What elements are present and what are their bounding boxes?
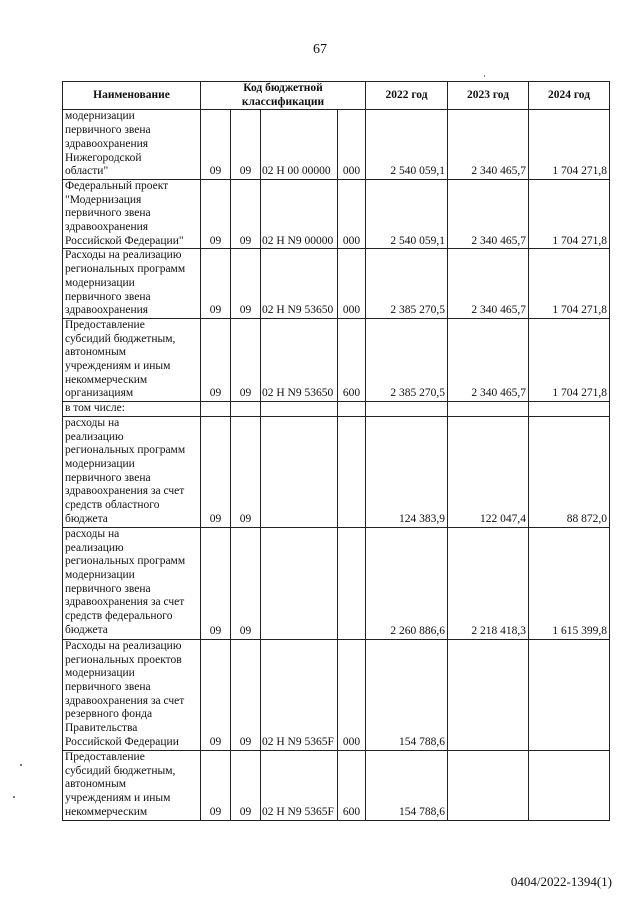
row-amount-2024 — [529, 750, 610, 820]
table-row — [63, 179, 610, 249]
row-expense-type-code: 000 — [338, 639, 366, 750]
row-amount-2023 — [448, 750, 529, 820]
row-target-article-code: 02 Н N9 53650 — [261, 249, 338, 319]
row-amount-2024: 1 615 399,8 — [529, 527, 610, 639]
row-subsection-code: 09 — [231, 318, 261, 401]
row-subsection-code: 09 — [231, 750, 261, 820]
row-amount-2024 — [529, 402, 610, 417]
row-name: расходы на реализацию региональных программ модернизации первичного звена здравоохранения за счет средств федерального бюджета — [63, 527, 201, 639]
row-amount-2023: 2 218 418,3 — [448, 527, 529, 639]
header-2023: 2023 год — [448, 82, 529, 110]
row-amount-2022: 2 385 270,5 — [366, 318, 448, 401]
page-number: 67 — [313, 42, 327, 57]
row-subsection-code: 09 — [231, 110, 261, 180]
row-target-article-code: 02 Н N9 53650 — [261, 318, 338, 401]
row-expense-type-code — [338, 402, 366, 417]
budget-table — [62, 81, 610, 821]
table-row — [63, 402, 610, 417]
scan-speck — [13, 796, 15, 798]
row-name: Расходы на реализацию региональных проектов модернизации первичного звена здравоохранения за счет резервного фонда Правительства Российской Федерации — [63, 639, 201, 750]
row-target-article-code — [261, 402, 338, 417]
row-amount-2022: 2 260 886,6 — [366, 527, 448, 639]
table-row — [63, 318, 610, 401]
row-section-code: 09 — [201, 639, 231, 750]
header-2024: 2024 год — [529, 82, 610, 110]
table-row — [63, 110, 610, 180]
table-body — [63, 110, 610, 820]
row-section-code: 09 — [201, 750, 231, 820]
table-row — [63, 750, 610, 820]
row-amount-2023: 2 340 465,7 — [448, 318, 529, 401]
row-amount-2022: 2 540 059,1 — [366, 179, 448, 249]
table-header-row — [63, 82, 610, 110]
row-target-article-code: 02 Н N9 5365F — [261, 750, 338, 820]
row-target-article-code — [261, 416, 338, 527]
row-name: Расходы на реализацию региональных программ модернизации первичного звена здравоохранения — [63, 249, 201, 319]
header-name: Наименование — [63, 82, 201, 110]
row-amount-2023 — [448, 402, 529, 417]
row-amount-2024: 1 704 271,8 — [529, 249, 610, 319]
table-row — [63, 639, 610, 750]
row-amount-2024: 1 704 271,8 — [529, 179, 610, 249]
table-row — [63, 416, 610, 527]
row-subsection-code: 09 — [231, 416, 261, 527]
row-section-code: 09 — [201, 318, 231, 401]
row-name: Предоставление субсидий бюджетным, автономным учреждениям и иным некоммерческим — [63, 750, 201, 820]
scan-speck — [484, 75, 485, 77]
row-amount-2024: 88 872,0 — [529, 416, 610, 527]
row-amount-2022: 154 788,6 — [366, 750, 448, 820]
header-code: Код бюджетной классификации — [201, 82, 366, 110]
row-section-code: 09 — [201, 416, 231, 527]
row-name: модернизации первичного звена здравоохранения Нижегородской области" — [63, 110, 201, 180]
row-subsection-code: 09 — [231, 179, 261, 249]
row-target-article-code: 02 Н N9 00000 — [261, 179, 338, 249]
scan-speck — [20, 764, 22, 766]
row-amount-2022: 154 788,6 — [366, 639, 448, 750]
row-section-code: 09 — [201, 249, 231, 319]
row-amount-2023 — [448, 639, 529, 750]
row-name: в том числе: — [63, 402, 201, 417]
header-2022: 2022 год — [366, 82, 448, 110]
row-target-article-code: 02 Н 00 00000 — [261, 110, 338, 180]
row-amount-2023: 122 047,4 — [448, 416, 529, 527]
row-amount-2022 — [366, 402, 448, 417]
row-amount-2023: 2 340 465,7 — [448, 179, 529, 249]
table-row — [63, 249, 610, 319]
row-target-article-code: 02 Н N9 5365F — [261, 639, 338, 750]
row-expense-type-code: 000 — [338, 179, 366, 249]
document-number: 0404/2022-1394(1) — [510, 874, 612, 889]
row-amount-2024: 1 704 271,8 — [529, 110, 610, 180]
row-amount-2024 — [529, 639, 610, 750]
row-expense-type-code: 600 — [338, 318, 366, 401]
row-subsection-code — [231, 402, 261, 417]
row-name: Федеральный проект "Модернизация первичного звена здравоохранения Российской Федерации" — [63, 179, 201, 249]
row-name: расходы на реализацию региональных программ модернизации первичного звена здравоохранения за счет средств областного бюджета — [63, 416, 201, 527]
row-expense-type-code — [338, 416, 366, 527]
row-expense-type-code: 600 — [338, 750, 366, 820]
row-section-code — [201, 402, 231, 417]
table-row — [63, 527, 610, 639]
row-amount-2023: 2 340 465,7 — [448, 110, 529, 180]
row-subsection-code: 09 — [231, 639, 261, 750]
row-section-code: 09 — [201, 179, 231, 249]
row-subsection-code: 09 — [231, 527, 261, 639]
row-section-code: 09 — [201, 527, 231, 639]
row-amount-2023: 2 340 465,7 — [448, 249, 529, 319]
row-expense-type-code: 000 — [338, 249, 366, 319]
row-amount-2024: 1 704 271,8 — [529, 318, 610, 401]
row-amount-2022: 124 383,9 — [366, 416, 448, 527]
row-subsection-code: 09 — [231, 249, 261, 319]
row-amount-2022: 2 385 270,5 — [366, 249, 448, 319]
row-expense-type-code — [338, 527, 366, 639]
row-section-code: 09 — [201, 110, 231, 180]
row-expense-type-code: 000 — [338, 110, 366, 180]
row-target-article-code — [261, 527, 338, 639]
row-name: Предоставление субсидий бюджетным, автономным учреждениям и иным некоммерческим организациям — [63, 318, 201, 401]
row-amount-2022: 2 540 059,1 — [366, 110, 448, 180]
